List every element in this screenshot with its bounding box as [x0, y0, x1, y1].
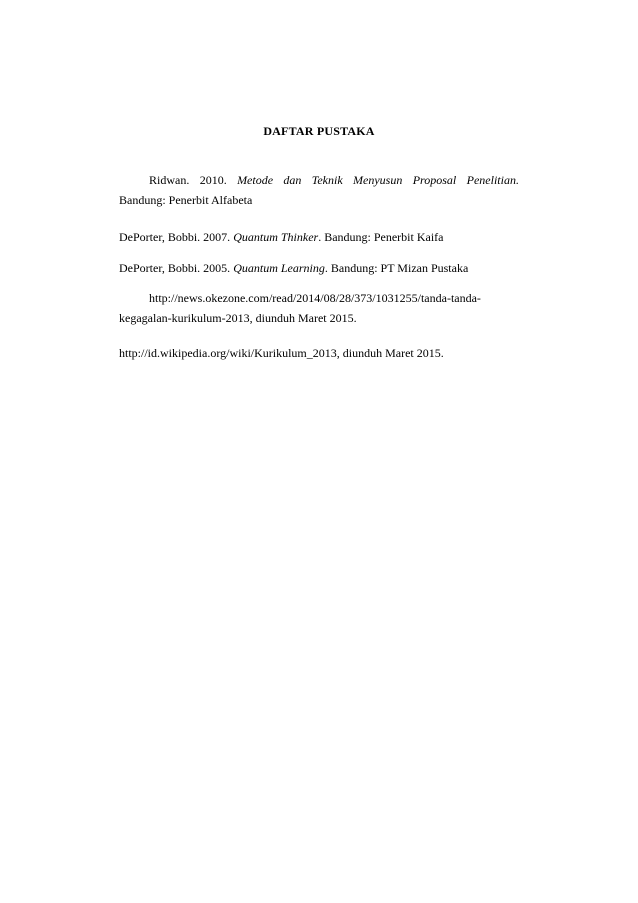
reference-publisher: Bandung: Penerbit Alfabeta: [119, 193, 253, 207]
reference-publisher: . Bandung: Penerbit Kaifa: [318, 230, 444, 244]
reference-title-word: Metode: [237, 173, 274, 187]
reference-author: DePorter, Bobbi. 2005.: [119, 261, 231, 275]
reference-title-word: Menyusun: [353, 173, 403, 187]
reference-author: Ridwan.: [149, 173, 190, 187]
reference-entry-okezone: [119, 288, 519, 328]
reference-author: DePorter, Bobbi. 2007.: [119, 230, 231, 244]
reference-title-word: Teknik: [311, 173, 343, 187]
reference-publisher: . Bandung: PT Mizan Pustaka: [324, 261, 469, 275]
reference-title-word: Proposal: [412, 173, 457, 187]
reference-line: [119, 170, 519, 190]
reference-entry-quantum-thinker: [119, 227, 519, 247]
reference-url: http://id.wikipedia.org/wiki/Kurikulum_2013, diunduh Maret 2015.: [119, 346, 444, 360]
reference-title-word: Penelitian.: [466, 173, 519, 187]
reference-entry-quantum-learning: [119, 258, 519, 278]
reference-title: Quantum Thinker: [233, 230, 319, 244]
reference-url-continued: kegagalan-kurikulum-2013, diunduh Maret 2015.: [119, 311, 357, 325]
reference-year: 2010.: [199, 173, 227, 187]
reference-entry-wikipedia: [119, 343, 519, 363]
reference-title-word: dan: [283, 173, 302, 187]
reference-url: http://news.okezone.com/read/2014/08/28/373/1031255/tanda-tanda-: [149, 291, 481, 305]
page-title: DAFTAR PUSTAKA: [263, 124, 375, 138]
reference-entry-ridwan: [119, 170, 519, 210]
reference-title: Quantum Learning: [233, 261, 325, 275]
